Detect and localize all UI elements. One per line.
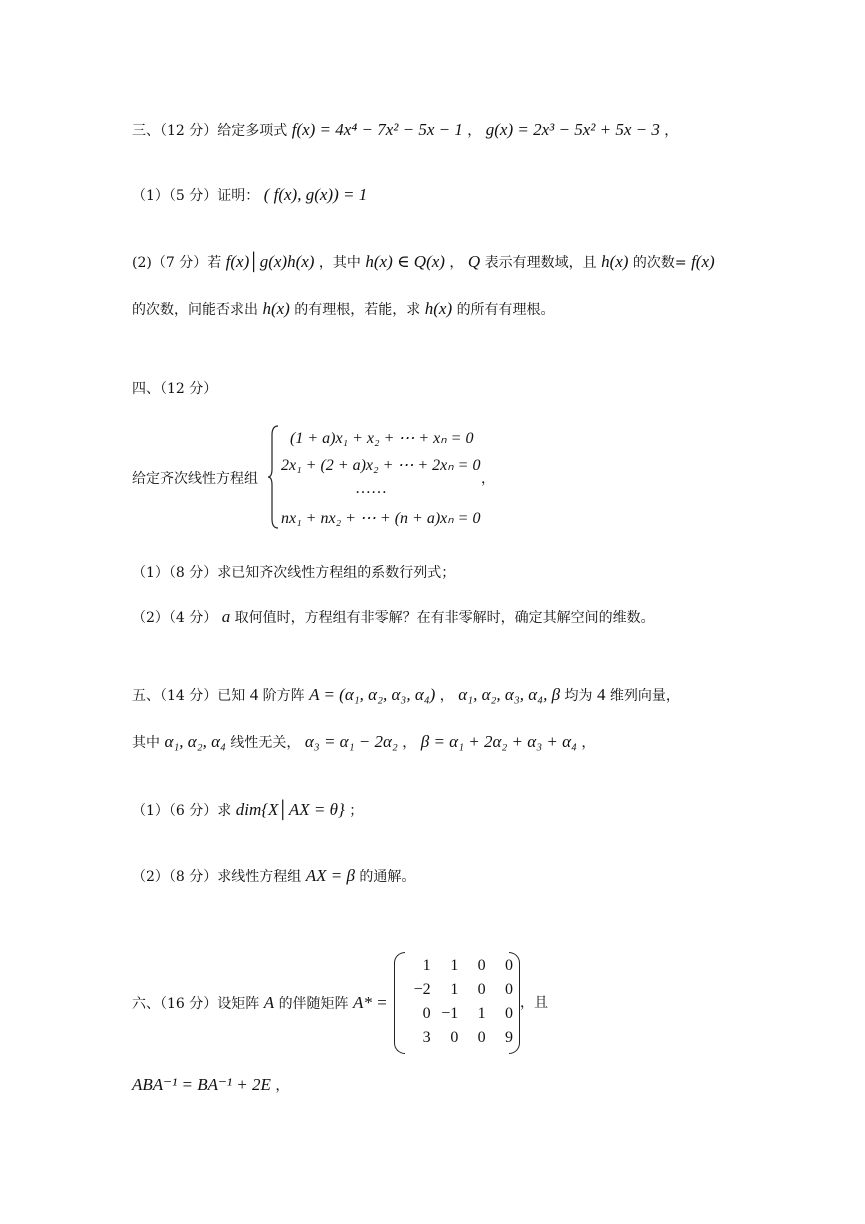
q3-part1 <box>132 183 367 208</box>
q5-alphas: α₁, α₂, α₃, α₄, β <box>458 685 561 704</box>
q5-text4: 维列向量， <box>609 688 680 704</box>
matrix-row <box>404 1002 514 1026</box>
q4-system-tail: ， <box>481 471 495 487</box>
q3-part2-text3: 表示有理数域，且 <box>484 255 597 271</box>
q5-line2-a: 其中 <box>132 735 160 751</box>
q3-statement <box>132 118 678 143</box>
q3-g-definition: g(x) = 2x³ − 5x² + 5x − 3 <box>485 120 660 139</box>
q5-heading: 五、（14 分）已知 <box>132 688 246 704</box>
q6-line1 <box>132 991 388 1016</box>
q3-part2-line2-h2: h(x) <box>424 299 453 318</box>
q4-equation-2: 2x₁ + (2 + a)x₂ + ⋯ + 2xₙ = 0 <box>281 457 481 474</box>
q5-line1 <box>132 683 680 708</box>
q4-intro: 给定齐次线性方程组 <box>132 471 258 487</box>
q5-beta-relation: β = α₁ + 2α₂ + α₃ + α₄ <box>420 732 577 751</box>
q3-part2-divides: f(x)│g(x)h(x) <box>225 252 315 271</box>
matrix-cell: 9 <box>505 1029 513 1046</box>
q5-alpha3-relation: α₃ = α₁ − 2α₂ <box>304 732 398 751</box>
q5-part2-label: （2）（8 分）求线性方程组 <box>132 869 302 885</box>
q3-part2-text1: ，其中 <box>318 255 361 271</box>
q4-part1: （1）（8 分）求已知齐次线性方程组的系数行列式； <box>132 565 456 581</box>
q3-separator: ， <box>467 123 482 139</box>
matrix-cell: 1 <box>450 981 459 998</box>
q4-equation-1: (1 + a)x₁ + x₂ + ⋯ + xₙ = 0 <box>290 430 474 447</box>
q3-part2-h: h(x) <box>601 252 629 271</box>
matrix-cell: 0 <box>477 1029 486 1046</box>
matrix-cell: 0 <box>505 981 513 998</box>
q5-text1: 阶方阵 <box>262 688 305 704</box>
q5-part1-end: ； <box>349 803 364 819</box>
q5-part2-end: 的通解。 <box>359 869 416 885</box>
q5-text3: 均为 <box>564 688 593 704</box>
q6-line2 <box>132 1073 289 1098</box>
q3-part2-h-in-q: h(x) ∈ Q(x) <box>365 252 445 271</box>
q4-equation-4: nx₁ + nx₂ + ⋯ + (n + a)xₙ = 0 <box>281 510 481 527</box>
matrix-cell: 0 <box>477 957 486 974</box>
q3-part2-text2: ， <box>449 255 464 271</box>
q3-part2-label: (2)（7 分）若 <box>132 255 222 271</box>
q5-a-definition: A = (α₁, α₂, α₃, α₄) <box>309 685 436 704</box>
q3-part2-line2 <box>132 297 555 322</box>
matrix-cell: −1 <box>441 1005 459 1022</box>
q3-part2-line2-c: 的所有有理根。 <box>456 302 555 318</box>
q5-line2-d: ， <box>581 735 596 751</box>
q3-part2-line2-a: 的次数，问能否求出 <box>132 302 258 318</box>
matrix-cell: 0 <box>505 1005 513 1022</box>
q5-part1-label: （1）（6 分）求 <box>132 803 232 819</box>
q3-part1-label: （1）（5 分）证明： <box>132 188 260 204</box>
q4-part2-a: a <box>221 607 231 626</box>
q3-part2-line2-b: 的有理根，若能，求 <box>294 302 421 318</box>
q5-part1 <box>132 798 363 823</box>
q5-line2-b: 线性无关， <box>230 735 301 751</box>
matrix-row <box>404 978 514 1002</box>
q3-part2-q-symbol: Q <box>467 252 481 271</box>
q6-matrix-a: A <box>263 993 275 1012</box>
q5-part2-expr: AX = β <box>305 866 355 885</box>
left-brace-icon <box>268 425 280 529</box>
q3-part2-line1 <box>132 250 715 275</box>
matrix-cell: 0 <box>422 1005 431 1022</box>
matrix-row <box>404 1026 514 1050</box>
q6-adjugate-label: A* = <box>353 993 388 1012</box>
q3-heading: 三、（12 分）给定多项式 <box>132 123 288 139</box>
matrix-cell: 1 <box>422 957 431 974</box>
matrix-cell: −2 <box>413 981 431 998</box>
q6-text1: 的伴随矩阵 <box>278 996 349 1012</box>
q4-equation-3: …… <box>355 480 387 497</box>
q4-part2-text: 取何值时，方程组有非零解？在有非零解时，确定其解空间的维数。 <box>234 610 655 626</box>
matrix-cell: 0 <box>450 1029 459 1046</box>
q6-equation: ABA⁻¹ = BA⁻¹ + 2E <box>132 1075 271 1094</box>
matrix-cell: 3 <box>422 1029 431 1046</box>
q3-part2-line2-h1: h(x) <box>262 299 290 318</box>
q4-part2 <box>132 605 655 630</box>
matrix-cell: 0 <box>505 957 513 974</box>
q3-end-punct: ， <box>664 123 679 139</box>
q5-part2 <box>132 864 415 889</box>
matrix-cell: 0 <box>477 981 486 998</box>
q5-text2: ， <box>439 688 454 704</box>
q3-part2-f: f(x) <box>691 252 715 271</box>
matrix-cell: 1 <box>477 1005 486 1022</box>
matrix-row <box>404 954 514 978</box>
q5-line2-alphas: α₁, α₂, α₄ <box>164 732 226 751</box>
q5-part1-expr: dim{X│AX = θ} <box>235 800 345 819</box>
q6-adjugate-matrix <box>400 952 514 1052</box>
q3-part1-expr: ( f(x), g(x)) = 1 <box>263 185 368 204</box>
q5-order: 4 <box>249 685 259 704</box>
q3-f-definition: f(x) = 4x⁴ − 7x² − 5x − 1 <box>291 120 463 139</box>
q4-part2-label: （2）（4 分） <box>132 610 218 626</box>
matrix-cell: 1 <box>450 957 459 974</box>
q6-equation-end: ， <box>275 1078 290 1094</box>
q6-heading: 六、（16 分）设矩阵 <box>132 996 260 1012</box>
q3-part2-text4: 的次数= <box>632 255 687 271</box>
q5-dimension: 4 <box>596 685 606 704</box>
q4-system-brace <box>268 425 278 529</box>
q5-line2-c: ， <box>402 735 417 751</box>
q5-line2 <box>132 730 595 755</box>
matrix-table <box>404 954 514 1050</box>
q4-heading: 四、（12 分） <box>132 381 218 397</box>
q6-and: ，且 <box>520 995 548 1011</box>
